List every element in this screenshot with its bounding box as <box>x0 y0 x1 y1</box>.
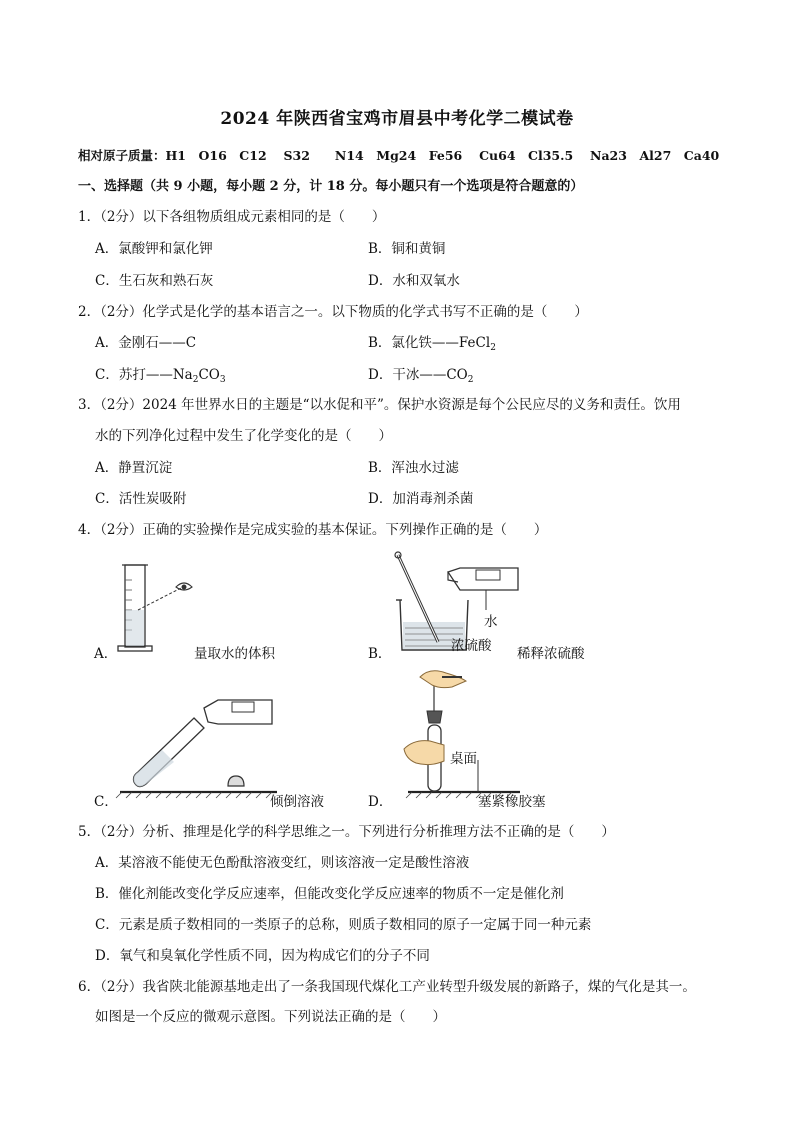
q4-b-caption: 稀释浓硫酸 <box>517 646 585 662</box>
q3-option-c[interactable]: C．活性炭吸附 <box>95 491 187 507</box>
q4-a-caption: 量取水的体积 <box>194 646 275 662</box>
q6-stem-line2: 如图是一个反应的微观示意图。下列说法正确的是（ ） <box>95 1009 446 1025</box>
q3-option-a[interactable]: A．静置沉淀 <box>95 460 173 476</box>
q5-option-d[interactable]: D．氧气和臭氧化学性质不同，因为构成它们的分子不同 <box>95 948 430 964</box>
q4-option-d[interactable]: D． <box>368 794 393 810</box>
q2-stem: 2．（2分）化学式是化学的基本语言之一。以下物质的化学式书写不正确的是（ ） <box>78 304 588 320</box>
q2-option-b[interactable] <box>368 331 496 353</box>
q6-stem-line1: 6．（2分）我省陕北能源基地走出了一条我国现代煤化工产业转型升级发展的新路子，煤的气化是其一。 <box>78 979 696 995</box>
q4-d-table-label: 桌面 <box>450 751 477 767</box>
q2-c-mid: CO <box>198 367 220 383</box>
q5-option-a[interactable]: A．某溶液不能使无色酚酞溶液变红，则该溶液一定是酸性溶液 <box>95 855 470 871</box>
atomic-masses: 相对原子质量：H1 O16 C12 S32 N14 Mg24 Fe56 Cu64 Cl35.5 Na23 Al27 Ca40 <box>78 148 720 163</box>
q2-b-sub: 2 <box>490 343 496 353</box>
q2-option-c[interactable] <box>95 363 226 385</box>
q1-stem: 1．（2分）以下各组物质组成元素相同的是（ ） <box>78 209 386 225</box>
q3-option-b[interactable]: B．浑浊水过滤 <box>368 460 459 476</box>
q5-stem: 5．（2分）分析、推理是化学的科学思维之一。下列进行分析推理方法不正确的是（ ） <box>78 824 615 840</box>
q4-b-water-label: 水 <box>484 614 498 630</box>
q2-d-text: D．干冰——CO <box>368 367 468 383</box>
figure-c-pouring <box>112 690 282 800</box>
exam-title: 2024 年陕西省宝鸡市眉县中考化学二模试卷 <box>220 109 574 129</box>
figure-a-cylinder <box>110 560 210 655</box>
q1-option-c[interactable]: C．生石灰和熟石灰 <box>95 273 214 289</box>
q1-option-b[interactable]: B．铜和黄铜 <box>368 241 446 257</box>
q2-c-text: C．苏打——Na <box>95 367 193 383</box>
q4-c-caption: 倾倒溶液 <box>270 794 324 810</box>
q5-option-c[interactable]: C．元素是质子数相同的一类原子的总称，则质子数相同的原子一定属于同一种元素 <box>95 917 592 933</box>
q1-option-d[interactable]: D．水和双氧水 <box>368 273 460 289</box>
q4-option-a[interactable]: A． <box>94 646 118 662</box>
q4-b-acid-label: 浓硫酸 <box>451 638 492 654</box>
q4-option-c[interactable]: C． <box>94 794 118 810</box>
q2-d-sub: 2 <box>467 375 474 385</box>
q1-option-a[interactable]: A．氯酸钾和氯化钾 <box>95 241 213 257</box>
q5-option-b[interactable]: B．催化剂能改变化学反应速率，但能改变化学反应速率的物质不一定是催化剂 <box>95 886 564 902</box>
q2-c-sub2: 3 <box>219 375 226 385</box>
figure-d-stopper <box>400 665 550 800</box>
q3-stem-line1: 3．（2分）2024 年世界水日的主题是“以水促和平”。保护水资源是每个公民应尽的义务和责任。饮用 <box>78 397 681 413</box>
q4-d-caption: 塞紧橡胶塞 <box>478 794 546 810</box>
q4-option-b[interactable]: B． <box>368 646 392 662</box>
q3-stem-line2: 水的下列净化过程中发生了化学变化的是（ ） <box>95 428 392 444</box>
q4-stem: 4．（2分）正确的实验操作是完成实验的基本保证。下列操作正确的是（ ） <box>78 522 548 538</box>
q2-b-text: B．氯化铁——FeCl <box>368 335 491 351</box>
section-heading: 一、选择题（共 9 小题，每小题 2 分，计 18 分。每小题只有一个选项是符合题意的） <box>78 179 584 194</box>
q2-c-sub1: 2 <box>192 375 199 385</box>
q2-option-a[interactable]: A．金刚石——C <box>95 335 197 351</box>
q2-option-d[interactable] <box>368 363 473 385</box>
q3-option-d[interactable]: D．加消毒剂杀菌 <box>368 491 474 507</box>
